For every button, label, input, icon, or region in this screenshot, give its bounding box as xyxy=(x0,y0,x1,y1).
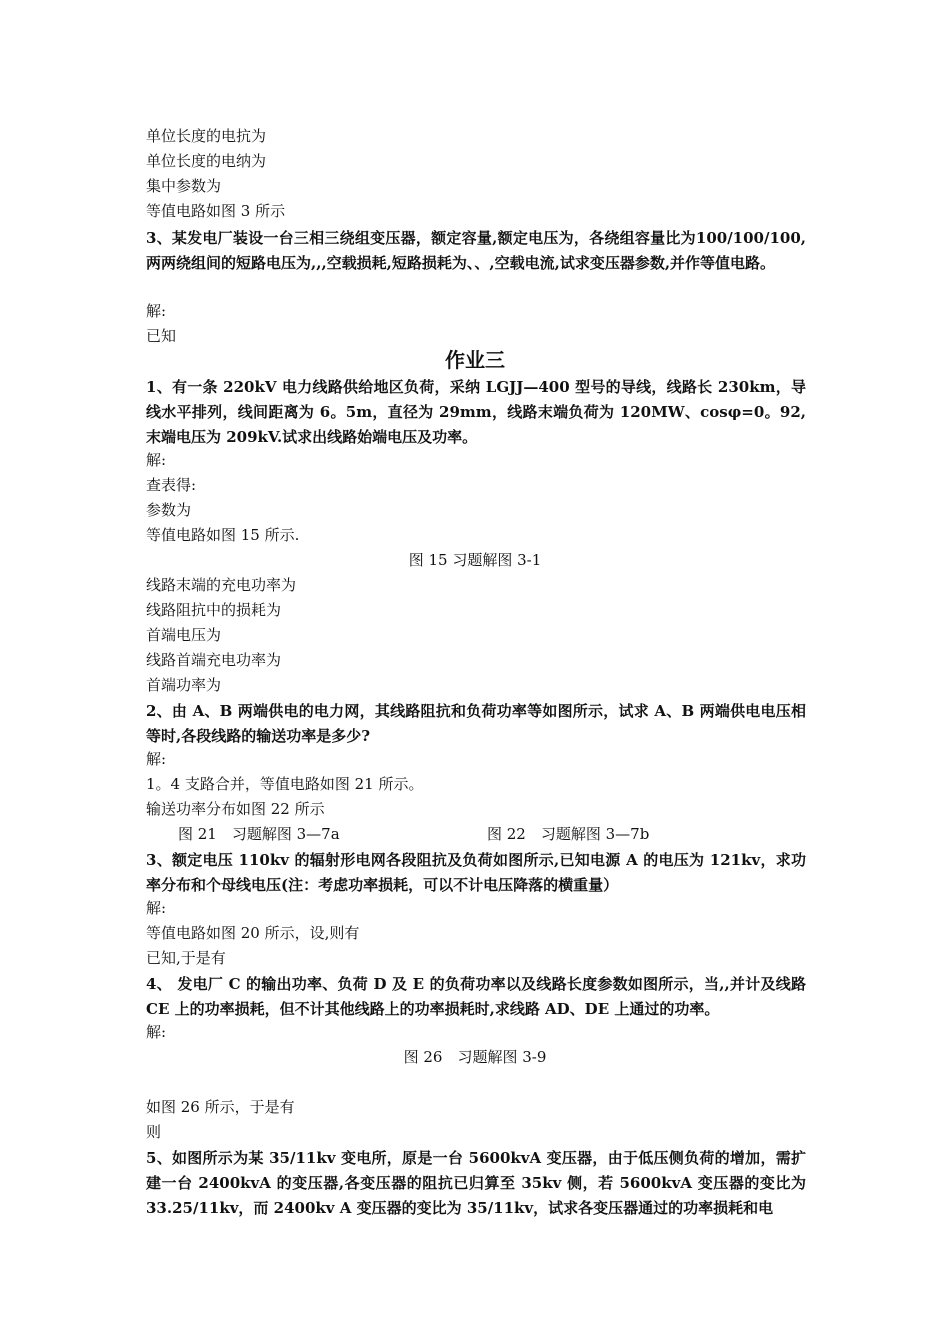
text-line: 单位长度的电纳为 xyxy=(146,152,267,170)
question-3-transformer: 3、某发电厂装设一台三相三绕组变压器，额定容量,额定电压为，各绕组容量比为100/100/100,两两绕组间的短路电压为,,,空载损耗,短路损耗为、、,空载电流,试求变压器参数,并作等值电路。 xyxy=(146,229,806,272)
text-line: 已知,于是有 xyxy=(146,949,226,967)
figure-caption: 图 22 习题解图 3—7b xyxy=(487,825,650,843)
figure-caption: 图 26 习题解图 3-9 xyxy=(403,1048,547,1066)
text-line: 等值电路如图 15 所示. xyxy=(146,526,300,544)
figure-caption: 图 21 习题解图 3—7a xyxy=(178,825,340,843)
text-line: 线路末端的充电功率为 xyxy=(146,576,297,594)
hw3-question-5: 5、如图所示为某 35/11kv 变电所，原是一台 5600kvA 变压器，由于低压侧负荷的增加，需扩建一台 2400kvA 的变压器,各变压器的阻抗已归算至 35kv 侧，若 5600kvA 变压器的变比为 33.25/11kv，而 2400kv A 变压器的变比为 35/11kv，试求各变压器通过的功率损耗和电 xyxy=(146,1149,806,1217)
text-line: 线路阻抗中的损耗为 xyxy=(146,601,282,619)
text-line: 已知 xyxy=(146,327,177,345)
hw3-question-3: 3、额定电压 110kv 的辐射形电网各段阻抗及负荷如图所示,已知电源 A 的电压为 121kv，求功率分布和个母线电压(注：考虑功率损耗，可以不计电压降落的横重量） xyxy=(146,851,806,894)
solution-label: 解: xyxy=(146,451,167,469)
hw3-question-1: 1、有一条 220kV 电力线路供给地区负荷，采纳 LGJJ—400 型号的导线，线路长 230km，导线水平排列，线间距离为 6。5m，直径为 29mm，线路末端负荷为 120MW、cosφ=0。92,末端电压为 209kV.试求出线路始端电压及功率。 xyxy=(146,378,806,446)
text-line: 查表得: xyxy=(146,476,197,494)
text-line: 集中参数为 xyxy=(146,177,222,195)
solution-label: 解: xyxy=(146,750,167,768)
text-line: 等值电路如图 20 所示，设,则有 xyxy=(146,924,360,942)
solution-label: 解: xyxy=(146,1023,167,1041)
figure-caption: 图 15 习题解图 3-1 xyxy=(408,551,542,569)
text-line: 参数为 xyxy=(146,501,192,519)
text-line: 首端功率为 xyxy=(146,676,222,694)
solution-label: 解: xyxy=(146,302,167,320)
text-line: 1。4 支路合并，等值电路如图 21 所示。 xyxy=(146,775,424,793)
text-line: 首端电压为 xyxy=(146,626,222,644)
text-line: 则 xyxy=(146,1123,162,1141)
text-line: 线路首端充电功率为 xyxy=(146,651,282,669)
text-line: 单位长度的电抗为 xyxy=(146,127,267,145)
section-heading: 作业三 xyxy=(445,348,505,372)
text-line: 等值电路如图 3 所示 xyxy=(146,202,286,220)
solution-label: 解: xyxy=(146,899,167,917)
text-line: 如图 26 所示，于是有 xyxy=(146,1098,295,1116)
hw3-question-4: 4、 发电厂 C 的输出功率、负荷 D 及 E 的负荷功率以及线路长度参数如图所示，当,,并计及线路 CE 上的功率损耗，但不计其他线路上的功率损耗时,求线路 AD、DE 上通过的功率。 xyxy=(146,975,806,1018)
text-line: 输送功率分布如图 22 所示 xyxy=(146,800,325,818)
hw3-question-2: 2、由 A、B 两端供电的电力网，其线路阻抗和负荷功率等如图所示，试求 A、B 两端供电电压相等时,各段线路的输送功率是多少? xyxy=(146,702,806,745)
